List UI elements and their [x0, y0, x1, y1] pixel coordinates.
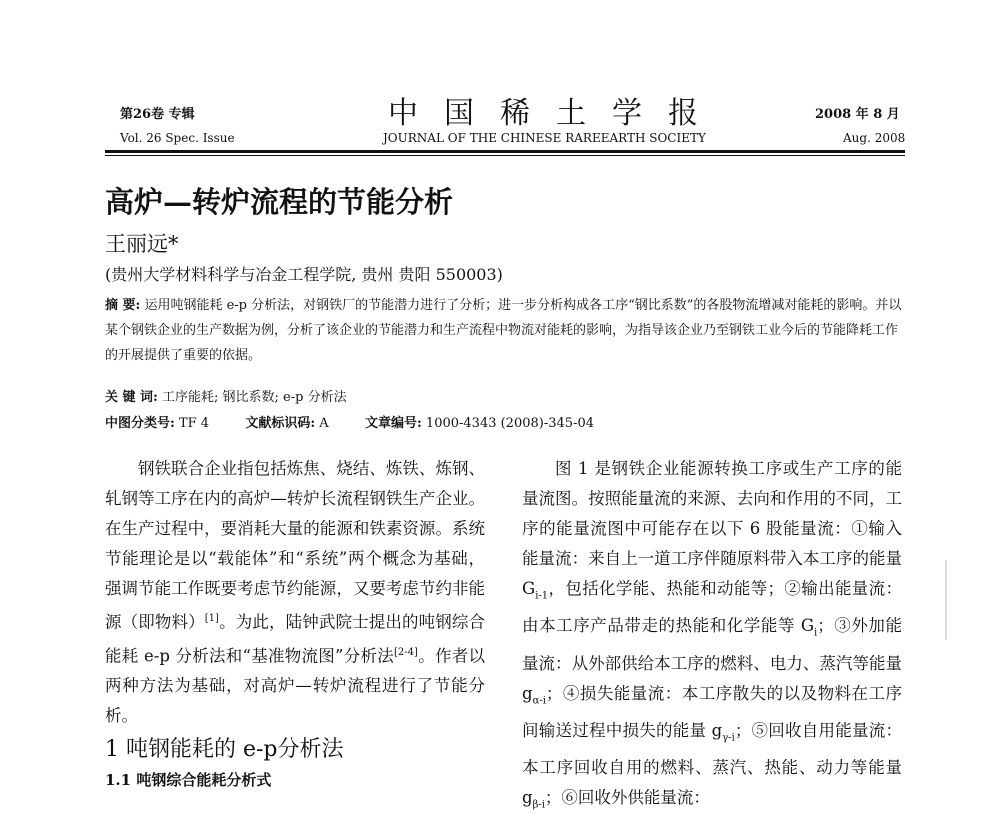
flow-text-c: ；③外加能量流：从外部供给本工序的燃料、电力、蒸汽等能量 g [522, 616, 902, 703]
energy-flow-paragraph [522, 454, 902, 820]
header-rule-thin [105, 155, 905, 156]
keywords-text: 工序能耗; 钢比系数; e-p 分析法 [162, 390, 347, 405]
doc-code-value: A [319, 416, 329, 431]
keywords-label: 关 键 词: [105, 390, 158, 405]
journal-title-en: JOURNAL OF THE CHINESE RAREEARTH SOCIETY [383, 131, 706, 145]
flow-text-a: 图 1 是钢铁企业能源转换工序或生产工序的能量流图。按照能量流的来源、去向和作用的不同，工序的能量流图中可能存在以下 6 股能量流：①输入能量流：来自上一道工序伴随原料带入本工序的能量 G [522, 459, 902, 598]
clc-label: 中图分类号: [105, 416, 175, 431]
flow-text-b: ，包括化学能、热能和动能等；②输出能量流：由本工序产品带走的热能和化学能等 G [522, 579, 902, 636]
sub-i: i [814, 627, 818, 639]
flow-text-f: ；⑥回收外供能量流： [544, 788, 710, 808]
intro-text-1: 钢铁联合企业指包括炼焦、烧结、炼铁、炼钢、轧钢等工序在内的高炉—转炉长流程钢铁生产企业。在生产过程中，要消耗大量的能源和铁素资源。系统节能理论是以“载能体”和“系统”两个概念为基础，强调节能工作既要考虑节约能源，又要考虑节约非能源（即物料） [105, 459, 485, 632]
date-en: Aug. 2008 [843, 131, 906, 145]
sub-gamma-i: γ-i [722, 732, 735, 744]
keywords [105, 386, 347, 405]
article-number-label: 文章编号: [364, 416, 422, 431]
flow-text-d: ；④损失能量流：本工序散失的以及物料在工序间输送过程中损失的能量 g [522, 683, 902, 740]
volume-en: Vol. 26 Spec. Issue [120, 131, 235, 145]
left-column [105, 454, 485, 795]
author-affiliation: (贵州大学材料科学与冶金工程学院, 贵州 贵阳 550003) [105, 265, 503, 284]
article-author: 王丽远* [105, 232, 179, 256]
abstract-text: 运用吨钢能耗 e-p 分析法，对钢铁厂的节能潜力进行了分析；进一步分析构成各工序“钢比系数”的各股物流增减对能耗的影响。并以某个钢铁企业的生产数据为例，分析了该企业的节能潜力和生产流程中物流对能耗的影响，为指导该企业乃至钢铁工业今后的节能降耗工作的开展提供了重要的依据。 [105, 298, 902, 363]
sub-i-1: i-1 [535, 590, 549, 602]
doc-code-label: 文献标识码: [245, 416, 316, 431]
article-number-value: 1000-4343 (2008)-345-04 [425, 416, 594, 431]
date-cn: 2008 年 8 月 [815, 107, 900, 122]
abstract [105, 293, 905, 368]
classification-line [105, 412, 594, 431]
subsection-heading: 1.1 吨钢综合能耗分析式 [105, 771, 272, 789]
section-heading: 1 吨钢能耗的 e-p分析法 [105, 737, 344, 762]
clc-value: TF 4 [178, 416, 210, 431]
flow-text-e: ；⑤回收自用能量流：本工序回收自用的燃料、蒸汽、热能、动力等能量 g [522, 720, 903, 808]
intro-text-3: 。作者以两种方法为基础，对高炉—转炉流程进行了节能分析。 [105, 646, 485, 725]
volume-cn: 第26卷 专辑 [120, 107, 195, 122]
intro-text-2: 。为此，陆钟武院士提出的吨钢综合能耗 e-p 分析法和“基准物流图”分析法 [105, 612, 486, 665]
right-column [522, 454, 902, 820]
citation-1: [1] [204, 613, 219, 624]
abstract-label: 摘 要: [105, 298, 141, 313]
citation-2-4: [2-4] [394, 646, 418, 658]
article-title: 高炉—转炉流程的节能分析 [105, 185, 454, 219]
sub-alpha-i: α-i [532, 694, 546, 706]
intro-paragraph [105, 454, 485, 731]
sub-beta-i: β-i [532, 799, 545, 811]
header-rule-thick [105, 150, 905, 153]
journal-title-cn: 中国稀土学报 [388, 96, 724, 131]
scan-artifact-line [945, 560, 947, 640]
